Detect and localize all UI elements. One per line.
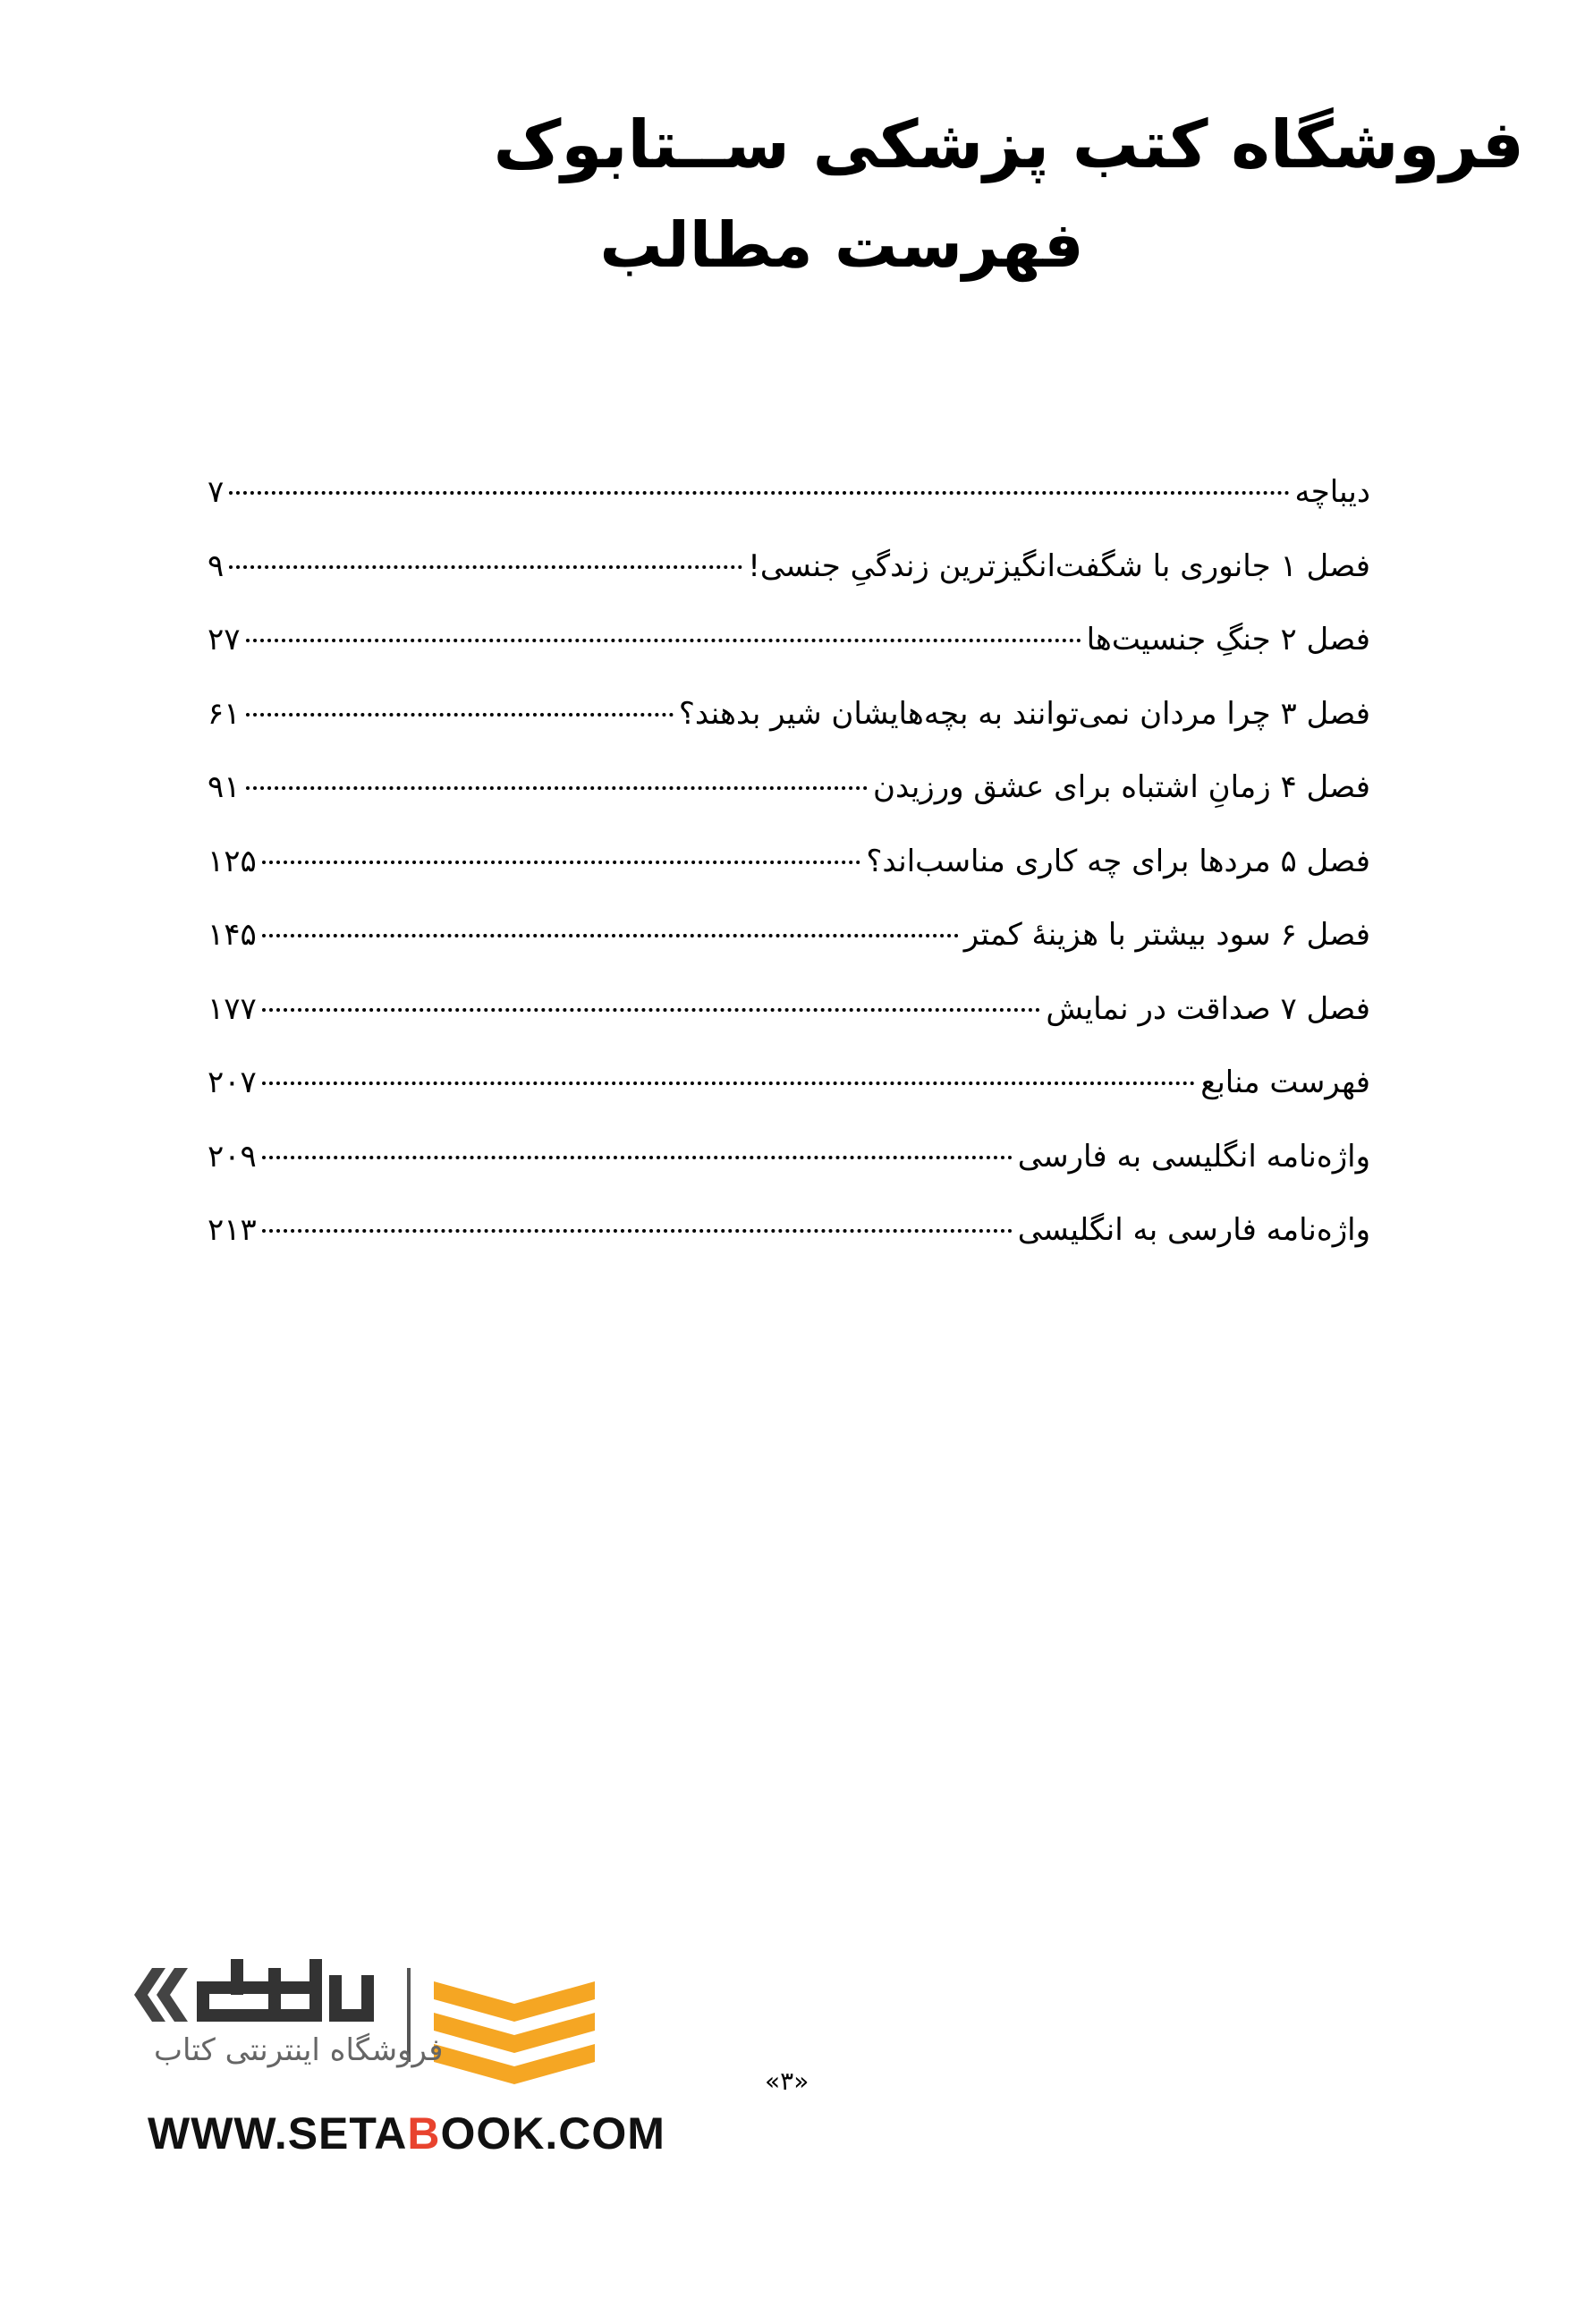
toc-entry-page: ۱۷۷: [208, 990, 257, 1027]
url-suffix: OOK.COM: [440, 2108, 665, 2159]
toc-leader-dots: [262, 1229, 1013, 1233]
toc-leader-dots: [229, 491, 1289, 495]
toc-entry[interactable]: [208, 622, 1370, 696]
toc-leader-dots: [246, 639, 1081, 642]
url-accent: B: [407, 2108, 441, 2159]
toc-entry-page: ۹: [208, 547, 225, 584]
toc-entry-label: فصل ۱ جانوری با شگفت‌انگیزترین زندگیِ جنسی!: [748, 547, 1370, 584]
toc-entry-label: فصل ۳ چرا مردان نمی‌توانند به بچه‌هایشان شیر بدهند؟: [678, 695, 1370, 732]
toc-entry-page: ۱۲۵: [208, 843, 257, 879]
toc-leader-dots: [262, 1008, 1041, 1012]
toc-entry[interactable]: [208, 844, 1370, 918]
page-title: فهرست مطالب: [599, 208, 1084, 282]
toc-entry-page: ۲۱۳: [208, 1212, 257, 1248]
toc-leader-dots: [246, 786, 868, 790]
toc-entry-page: ۲۰۹: [208, 1138, 257, 1175]
setabook-logo: [125, 1941, 680, 2120]
toc-entry[interactable]: [208, 548, 1370, 623]
toc-leader-dots: [262, 1156, 1013, 1159]
toc-entry-page: ۱۴۵: [208, 917, 257, 953]
wordmark-icon: [197, 1959, 374, 2022]
url-prefix: WWW.SETA: [148, 2108, 408, 2159]
toc-entry-label: فصل ۵ مردها برای چه کاری مناسب‌اند؟: [866, 843, 1370, 879]
toc-entry-page: ۷: [208, 474, 225, 510]
toc-entry-page: ۲۷: [208, 622, 241, 657]
website-url: [148, 2108, 665, 2159]
toc-entry[interactable]: [208, 696, 1370, 770]
toc-entry-label: فصل ۶ سود بیشتر با هزینۀ کمتر: [963, 917, 1370, 953]
toc-entry-label: واژه‌نامه انگلیسی به فارسی: [1017, 1138, 1370, 1175]
toc-leader-dots: [229, 565, 742, 569]
toc-entry[interactable]: [208, 991, 1370, 1065]
toc-entry-page: ۹۱: [208, 769, 241, 805]
toc-entry-label: فصل ۲ جنگِ جنسیت‌ها: [1086, 622, 1370, 657]
toc-leader-dots: [262, 1081, 1195, 1085]
toc-entry-page: ۲۰۷: [208, 1064, 257, 1100]
table-of-contents: [208, 474, 1370, 1286]
toc-entry[interactable]: [208, 474, 1370, 548]
toc-entry-label: واژه‌نامه فارسی به انگلیسی: [1017, 1212, 1370, 1248]
toc-entry-label: دیباچه: [1294, 474, 1370, 510]
logo-tagline: فروشگاه اینترنتی کتاب: [154, 2032, 444, 2068]
toc-entry[interactable]: [208, 1064, 1370, 1139]
toc-leader-dots: [262, 861, 861, 864]
toc-leader-dots: [246, 713, 674, 717]
toc-entry-label: فهرست منابع: [1200, 1064, 1370, 1100]
toc-entry-label: فصل ۷ صداقت در نمایش: [1046, 990, 1370, 1027]
toc-entry[interactable]: [208, 917, 1370, 991]
chevron-icon: [134, 1968, 188, 2022]
toc-entry[interactable]: [208, 769, 1370, 844]
store-title: فروشگاه کتب پزشکی ســتابوک: [493, 106, 1524, 183]
book-icon: [434, 1981, 595, 2084]
toc-entry-label: فصل ۴ زمانِ اشتباه برای عشق ورزیدن: [873, 769, 1370, 805]
page-number: «۳»: [765, 2066, 809, 2096]
toc-entry-page: ۶۱: [208, 695, 241, 732]
toc-entry[interactable]: [208, 1212, 1370, 1286]
toc-entry[interactable]: [208, 1139, 1370, 1213]
toc-leader-dots: [262, 934, 959, 937]
